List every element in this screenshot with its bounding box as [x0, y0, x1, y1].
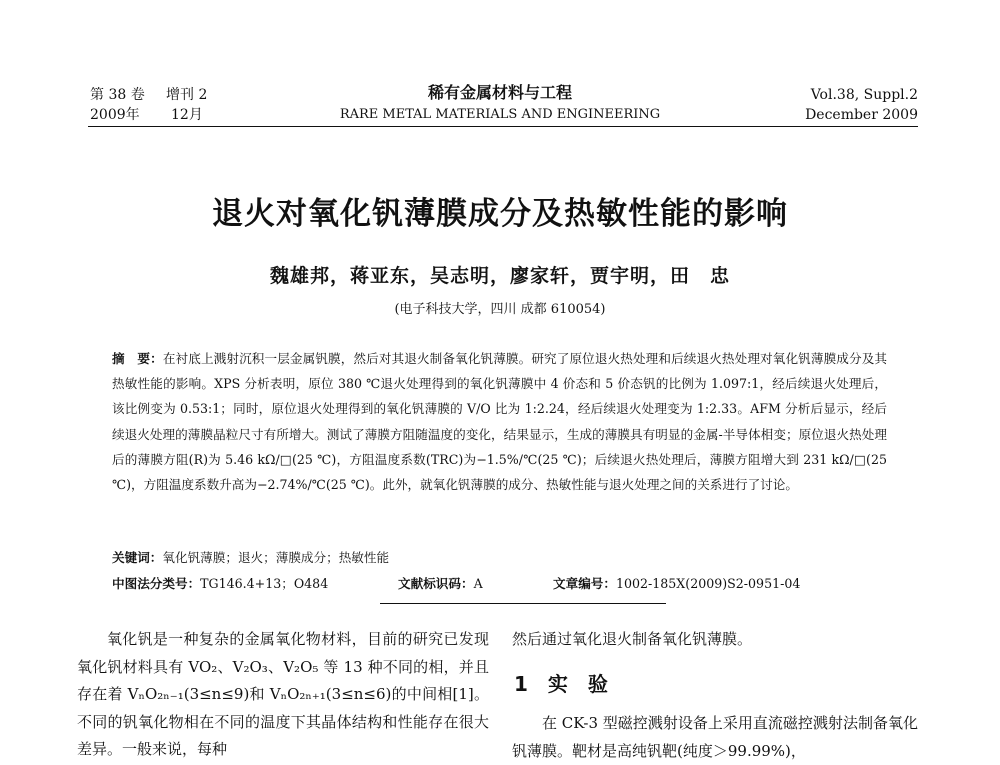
- body-column-right-p2: 在 CK-3 型磁控溅射设备上采用直流磁控溅射法制备氧化钒薄膜。靶材是高纯钒靶(纯度＞99.99%)，: [512, 714, 918, 760]
- keywords: [112, 547, 389, 566]
- paper-title: 退火对氧化钒薄膜成分及热敏性能的影响: [212, 196, 788, 232]
- abstract: [112, 346, 887, 497]
- abstract-separator: [380, 603, 666, 604]
- header-rule: [88, 126, 918, 127]
- affiliation: (电子科技大学，四川 成都 610054): [394, 302, 606, 317]
- header-date-en: December 2009: [805, 107, 918, 123]
- body-paragraph: 氧化钒是一种复杂的金属氧化物材料，目前的研究已发现氧化钒材料具有 VO₂、V₂O₃、V₂O₅ 等 13 种不同的相，并且存在着 VₙO₂ₙ₋₁(3≤n≤9)和 VₙO₂ₙ₊₁(3≤n≤6)的中间相[1]。不同的钒氧化物相在不同的温度下其晶体结构和性能存在很大差异。一般来说，每种: [77, 630, 489, 758]
- section-heading: 1 实 验: [514, 672, 608, 696]
- journal-title-en: RARE METAL MATERIALS AND ENGINEERING: [339, 107, 661, 122]
- journal-title-cn: 稀有金属材料与工程: [427, 83, 572, 102]
- header-month: 12月: [171, 107, 203, 123]
- abstract-label: 摘 要：: [112, 351, 163, 366]
- abstract-text: 在衬底上溅射沉积一层金属钒膜，然后对其退火制备氧化钒薄膜。研究了原位退火热处理和后续退火热处理对氧化钒薄膜成分及其热敏性能的影响。XPS 分析表明，原位 380 ℃退火处理得到的氧化钒薄膜中 4 价态和 5 价态钒的比例为 1.097:1，经后续退火处理后，该比例变为 0.53:1；同时，原位退火处理得到的氧化钒薄膜的 V/O 比为 1:2.24，经后续退火处理变为 1:2.33。AFM 分析后显示，经后续退火处理的薄膜晶粒尺寸有所增大。测试了薄膜方阻随温度的变化，结果显示，生成的薄膜具有明显的金属-半导体相变；原位退火热处理后的薄膜方阻(R)为 5.46 kΩ/□(25 ℃)，方阻温度系数(TRC)为−1.5%/℃(25 ℃)；后续退火热处理后，薄膜方阻增大到 231 kΩ/□(25 ℃)，方阻温度系数升高为−2.74%/℃(25 ℃)。此外，就氧化钒薄膜的成分、热敏性能与退火处理之间的关系进行了讨论。: [112, 351, 888, 493]
- article-number: [553, 573, 800, 592]
- body-column-right-p1: 然后通过氧化退火制备氧化钒薄膜。: [512, 630, 753, 648]
- keywords-text: 氧化钒薄膜；退火；薄膜成分；热敏性能: [162, 550, 390, 565]
- keywords-label: 关键词：: [112, 550, 163, 565]
- header-vol-en: Vol.38, Suppl.2: [810, 87, 918, 103]
- header-year: 2009年: [90, 107, 140, 123]
- classification-line: [112, 573, 328, 592]
- body-column-left: [77, 626, 489, 764]
- article-number-label: 文章编号：: [553, 576, 616, 591]
- doc-code-value: A: [473, 576, 483, 591]
- header-volume: 第 38 卷: [90, 87, 145, 103]
- clc-label: 中图法分类号：: [112, 576, 201, 591]
- doc-code-label: 文献标识码：: [398, 576, 474, 591]
- author-list: 魏雄邦，蒋亚东，吴志明，廖家轩，贾宇明，田 忠: [269, 265, 730, 287]
- clc-value: TG146.4+13；O484: [200, 576, 329, 591]
- article-number-value: 1002-185X(2009)S2-0951-04: [615, 576, 801, 591]
- doc-code: [398, 573, 483, 592]
- header-issue: 增刊 2: [166, 87, 208, 103]
